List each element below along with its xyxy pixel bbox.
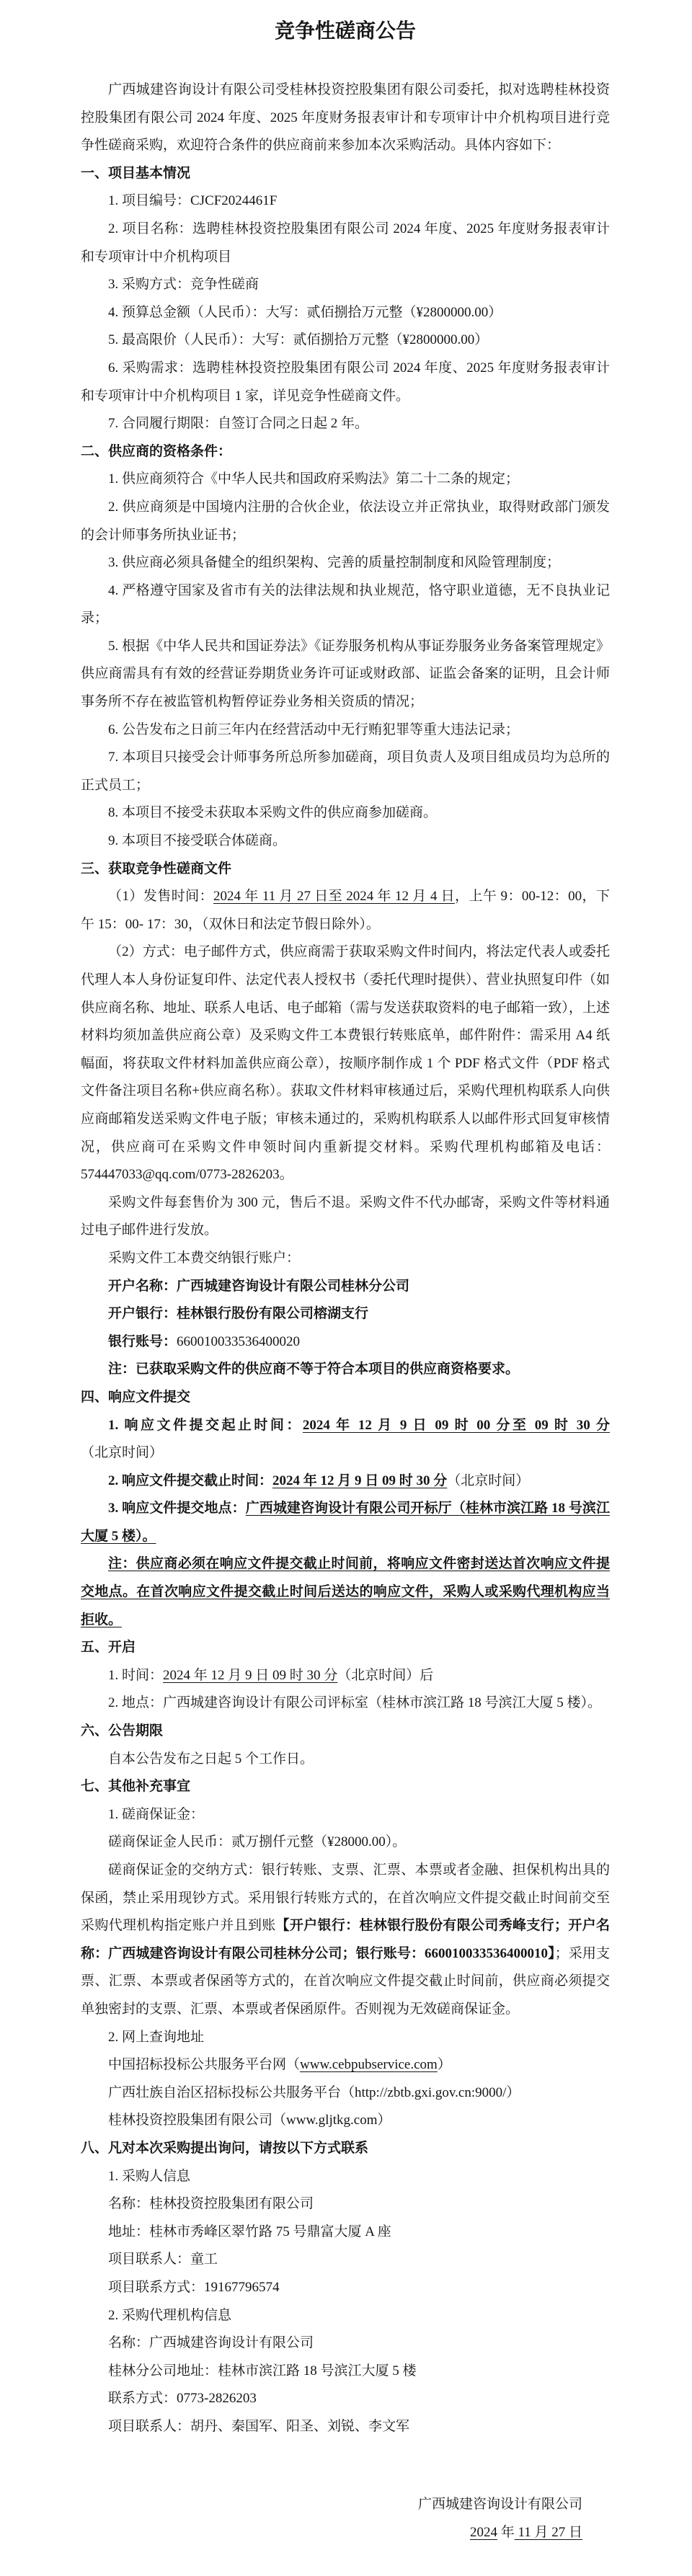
- purchaser-phone: [81, 2274, 610, 2302]
- qualification-9: [81, 827, 610, 856]
- text-run: 采购文件工本费交纳银行账户：: [108, 1250, 301, 1266]
- opening-time: [81, 1662, 610, 1690]
- announcement-period: [81, 1746, 610, 1774]
- qualification-3: [81, 549, 610, 577]
- note-qualification: [81, 1356, 610, 1384]
- text-run: 三、获取竞争性磋商文件: [81, 861, 232, 876]
- text-run: （北京时间）: [447, 1473, 530, 1488]
- agency-info-label: [81, 2302, 610, 2330]
- account-number: [81, 1328, 610, 1356]
- text-run: 广西壮族自治区招标投标公共服务平台（http://zbtb.gxi.gov.cn:9000/）: [108, 2084, 520, 2100]
- purchaser-address: [81, 2219, 610, 2247]
- section-8-heading: [81, 2135, 610, 2163]
- text-run: 八、凡对本次采购提出询问，请按以下方式联系: [81, 2140, 369, 2156]
- text-run: 名称：广西城建咨询设计有限公司: [108, 2335, 314, 2351]
- text-run: 桂林投资控股集团有限公司（www.gljtkg.com）: [108, 2113, 391, 2128]
- account-bank: [81, 1300, 610, 1328]
- contract-term: [81, 410, 610, 438]
- text-run: ；采用支票、汇票、本票或者保函等方式的，在首次响应文件提交截止时间前，供应商必须提交单独密封的支票、汇票、本票或者保函原件。否则视为无效磋商保证金。: [81, 1945, 610, 2017]
- submission-place: [81, 1495, 610, 1550]
- text-run: 联系方式：0773-2826203: [108, 2391, 257, 2407]
- section-6-heading: [81, 1718, 610, 1746]
- text-run: 2. 地点：广西城建咨询设计有限公司评标室（桂林市滨江路 18 号滨江大厦 5 楼）。: [108, 1695, 602, 1711]
- submission-deadline: [81, 1467, 610, 1496]
- text-run: 7. 合同履行期限：自签订合同之日起 2 年。: [108, 416, 369, 432]
- note-submission: [81, 1550, 610, 1634]
- text-run: 广西城建咨询设计有限公司受桂林投资控股集团有限公司委托，拟对选聘桂林投资控股集团有限公司 2024 年度、2025 年度财务报表审计和专项审计中介机构项目进行竞争性磋商采购，欢迎符合条件的供应商前来参加本次采购活动。具体内容如下：: [81, 82, 610, 154]
- text-run: 银行账号：: [108, 1333, 177, 1349]
- text-run: 1. 供应商须符合《中华人民共和国政府采购法》第二十二条的规定；: [108, 471, 520, 487]
- agency-contacts: [81, 2413, 610, 2441]
- sale-time: [81, 883, 610, 938]
- max-price: [81, 327, 610, 355]
- text-run: 2. 响应文件提交截止时间：: [108, 1473, 273, 1488]
- text-run: （北京时间）: [81, 1445, 164, 1461]
- text-run: 一、项目基本情况: [81, 165, 191, 181]
- text-run: 4. 严格遵守国家及省市有关的法律法规和执业规范，恪守职业道德，无不良执业记录；: [81, 582, 610, 626]
- online-query-label: [81, 2024, 610, 2052]
- text-run: 五、开启: [81, 1640, 136, 1656]
- text-run: 磋商保证金的交纳方式：银行转账、支票、汇票、本票或者金融、担保机构出具的保函，禁止采用现钞方式。采用银行转账方式的，在首次响应文件提交截止时间前交至采购代理机构指定账户并且到账: [81, 1862, 610, 1934]
- text-run: 采购文件每套售价为 300 元，售后不退。采购文件不代办邮寄，采购文件等材料通过电子邮件进行发放。: [81, 1194, 610, 1238]
- text-run: 磋商保证金人民币：贰万捌仟元整（¥28000.00）。: [108, 1834, 407, 1850]
- page-title: 竞争性磋商公告: [274, 20, 416, 43]
- qualification-4: [81, 577, 610, 633]
- section-3-heading: [81, 856, 610, 884]
- text-run: 1. 时间：: [108, 1667, 164, 1683]
- submission-start-time: [81, 1412, 610, 1467]
- text-run: 项目联系人：胡丹、秦国军、阳圣、刘锐、李文军: [108, 2418, 410, 2434]
- text-run: 名称：桂林投资控股集团有限公司: [108, 2196, 314, 2212]
- text-run: （2）方式：电子邮件方式，供应商需于获取采购文件时间内，将法定代表人或委托代理人本人身份证复印件、法定代表人授权书（委托代理时提供）、营业执照复印件（如供应商名称、地址、联系人电话、电子邮箱（需与发送获取资料的电子邮箱一致），上述材料均须加盖供应商公章）及采购文件工本费银行转账底单，邮件附件：需采用 A4 纸幅面，将获取文件材料加盖供应商公章），按顺序制作成 1 个 PDF 格式文件（PDF 格式文件备注项目名称+供应商名称）。获取文件材料审核通过后，采购代理机构联系人向供应商邮箱发送采购文件电子版；审核未通过的，采购机构联系人以邮件形式回复审核情况，供应商可在采购文件申领时间内重新提交材料。采购代理机构邮箱及电话：574447033@qq.com/0773-2826203。: [81, 944, 610, 1183]
- text-run: 6. 采购需求：选聘桂林投资控股集团有限公司 2024 年度、2025 年度财务报表审计和专项审计中介机构项目 1 家，详见竞争性磋商文件。: [81, 360, 610, 404]
- text-run: 四、响应文件提交: [81, 1389, 191, 1405]
- query-site-3: [81, 2107, 610, 2135]
- section-1-heading: [81, 160, 610, 188]
- section-7-heading: [81, 1773, 610, 1801]
- text-run: 2. 采购代理机构信息: [108, 2307, 232, 2323]
- opening-place: [81, 1689, 610, 1718]
- text-run: 【开户银行：桂林银行股份有限公司秀峰支行；开户名称：广西城建咨询设计有限公司桂林分公司；银行账号：660010033536400010】: [81, 1918, 610, 1961]
- text-run: 660010033536400020: [177, 1333, 301, 1349]
- text-run: 9. 本项目不接受联合体磋商。: [108, 833, 287, 849]
- section-5-heading: [81, 1634, 610, 1662]
- purchaser-contact: [81, 2246, 610, 2274]
- qualification-2: [81, 494, 610, 549]
- text-run: 桂林分公司地址：桂林市滨江路 18 号滨江大厦 5 楼: [108, 2363, 417, 2379]
- text-run: （1）发售时间：: [108, 889, 214, 905]
- query-site-1: [81, 2051, 610, 2079]
- text-run: 开户名称：广西城建咨询设计有限公司桂林分公司: [108, 1278, 410, 1294]
- text-run: 2024 年 12 月 9 日 09 时 30 分: [163, 1667, 338, 1683]
- intro-paragraph: [81, 76, 610, 160]
- text-run: 项目联系人：童工: [108, 2252, 218, 2268]
- agency-address: [81, 2358, 610, 2386]
- project-number: [81, 187, 610, 216]
- text-run: ）: [437, 2057, 451, 2073]
- text-run: 七、其他补充事宜: [81, 1779, 191, 1795]
- section-2-heading: [81, 438, 610, 466]
- text-run: 3. 供应商必须具备健全的组织架构、完善的质量控制制度和风险管理制度；: [108, 555, 561, 571]
- text-run: 广西城建咨询设计有限公司开标厅（桂林市滨江路 18 号滨江大厦 5 楼）。: [81, 1501, 610, 1544]
- text-run: 注：供应商必须在响应文件提交截止时间前，将响应文件密封送达首次响应文件提交地点。在首次响应文件提交截止时间后送达的响应文件，采购人或采购代理机构应当拒收。: [81, 1556, 610, 1627]
- signature-date: [81, 2519, 610, 2547]
- text-run: 2024 年 12 月 9 日 09 时 00 分至 09 时 30 分: [302, 1417, 610, 1433]
- text-run: www.cebpubservice.com: [300, 2057, 438, 2073]
- text-run: 2024 年 11 月 27 日至 2024 年 12 月 4 日: [213, 889, 456, 905]
- text-run: 自本公告发布之日起 5 个工作日。: [108, 1751, 314, 1767]
- qualification-7: [81, 744, 610, 799]
- project-name: [81, 216, 610, 271]
- document-price: [81, 1189, 610, 1245]
- text-run: 2024: [469, 2525, 497, 2541]
- budget-total: [81, 299, 610, 327]
- text-run: 1. 响应文件提交起止时间：: [108, 1417, 303, 1433]
- deposit-label: [81, 1801, 610, 1829]
- text-run: 开户银行：桂林银行股份有限公司榕湖支行: [108, 1306, 369, 1322]
- text-run: 中国招标投标公共服务平台网（: [108, 2057, 301, 2073]
- footer-spacer: [81, 2440, 610, 2491]
- text-run: 二、供应商的资格条件：: [81, 443, 232, 459]
- text-run: 1. 项目编号：CJCF2024461F: [108, 193, 278, 209]
- document-body: [81, 76, 610, 2547]
- signature-company: [81, 2491, 610, 2519]
- text-run: 3. 采购方式：竞争性磋商: [108, 277, 260, 293]
- text-run: 2. 供应商须是中国境内注册的合伙企业，依法设立并正常执业，取得财政部门颁发的会计师事务所执业证书；: [81, 499, 610, 543]
- deposit-amount: [81, 1829, 610, 1857]
- text-run: 1. 磋商保证金：: [108, 1806, 205, 1822]
- text-run: 5. 最高限价（人民币）：大写：贰佰捌拾万元整（¥2800000.00）: [108, 332, 489, 348]
- text-run: 4. 预算总金额（人民币）：大写：贰佰捌拾万元整（¥2800000.00）: [108, 304, 502, 320]
- section-4-heading: [81, 1384, 610, 1412]
- text-run: 2. 项目名称：选聘桂林投资控股集团有限公司 2024 年度、2025 年度财务报表审计和专项审计中介机构项目: [81, 221, 610, 265]
- text-run: ，上午 9：00-12：00，下午 15：00- 17：30，（双休日和法定节假日除外）。: [81, 889, 610, 932]
- qualification-1: [81, 466, 610, 494]
- agency-name: [81, 2329, 610, 2358]
- query-site-2: [81, 2079, 610, 2108]
- fee-account-intro: [81, 1245, 610, 1273]
- text-run: 7. 本项目只接受会计师事务所总所参加磋商，项目负责人及项目组成员均为总所的正式员工；: [81, 750, 610, 793]
- text-run: 六、公告期限: [81, 1723, 164, 1739]
- text-run: 注：已获取采购文件的供应商不等于符合本项目的供应商资格要求。: [108, 1362, 520, 1377]
- text-run: 5. 根据《中华人民共和国证券法》《证券服务机构从事证券服务业务备案管理规定》供应商需具有有效的经营证券期货业务许可证或财政部、证监会备案的证明，且会计师事务所不存在被监管机构暂停证券业务相关资质的情况；: [81, 638, 610, 710]
- text-run: 3. 响应文件提交地点：: [108, 1501, 246, 1516]
- deposit-method: [81, 1857, 610, 2024]
- qualification-8: [81, 799, 610, 827]
- text-run: （北京时间）后: [337, 1667, 434, 1683]
- qualification-5: [81, 633, 610, 716]
- obtain-method: [81, 938, 610, 1189]
- agency-phone: [81, 2385, 610, 2413]
- account-name: [81, 1273, 610, 1301]
- text-run: 8. 本项目不接受未获取本采购文件的供应商参加磋商。: [108, 805, 438, 821]
- text-run: 项目联系方式：19167796574: [108, 2279, 280, 2295]
- text-run: 1. 采购人信息: [108, 2168, 191, 2184]
- purchaser-name: [81, 2190, 610, 2219]
- procurement-method: [81, 271, 610, 299]
- text-run: 6. 公告发布之日前三年内在经营活动中无行贿犯罪等重大违法记录；: [108, 721, 520, 737]
- purchaser-info-label: [81, 2163, 610, 2191]
- text-run: 广西城建咨询设计有限公司: [417, 2497, 582, 2513]
- text-run: 2024 年 12 月 9 日 09 时 30 分: [272, 1473, 448, 1488]
- text-run: 地址：桂林市秀峰区翠竹路 75 号鼎富大厦 A 座: [108, 2224, 391, 2239]
- qualification-6: [81, 716, 610, 745]
- text-run: 年: [497, 2525, 515, 2541]
- procurement-demand: [81, 355, 610, 410]
- text-run: 2. 网上查询地址: [108, 2029, 205, 2045]
- text-run: 11 月 27 日: [514, 2525, 582, 2541]
